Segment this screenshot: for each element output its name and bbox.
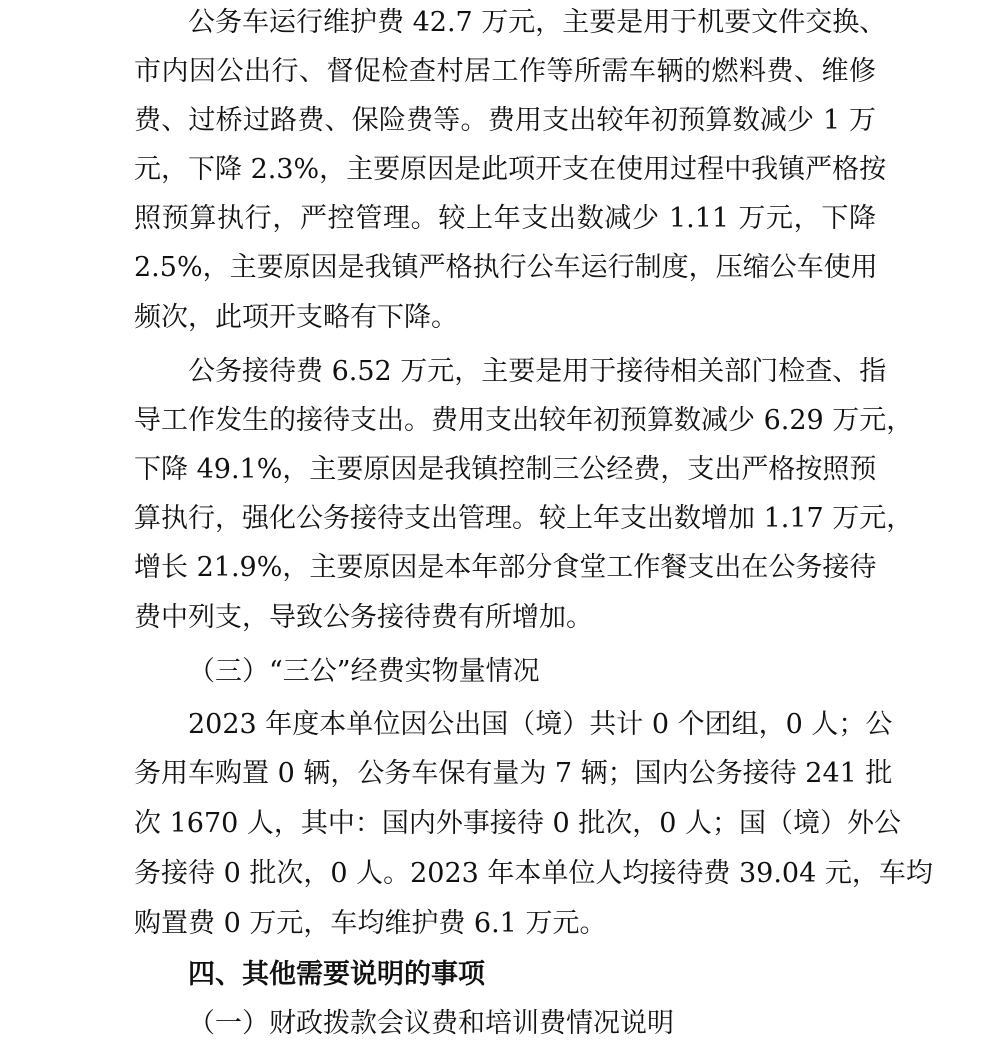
paragraph-2-line-5: 增长 21.9%，主要原因是本年部分食堂工作餐支出在公务接待 xyxy=(134,552,877,583)
paragraph-1-line-3: 费、过桥过路费、保险费等。费用支出较年初预算数减少 1 万 xyxy=(134,105,876,136)
paragraph-1-line-7: 频次，此项开支略有下降。 xyxy=(134,302,458,333)
paragraph-1-line-1: 公务车运行维护费 42.7 万元，主要是用于机要文件交换、 xyxy=(188,7,887,38)
paragraph-3-line-2: 务用车购置 0 辆，公务车保有量为 7 辆；国内公务接待 241 批 xyxy=(134,758,893,789)
paragraph-2-line-1: 公务接待费 6.52 万元，主要是用于接待相关部门检查、指 xyxy=(188,356,887,387)
paragraph-2-line-4: 算执行，强化公务接待支出管理。较上年支出数增加 1.17 万元， xyxy=(134,503,914,534)
subheading-three-public-expenses-quantity: （三）“三公”经费实物量情况 xyxy=(188,656,540,687)
paragraph-2-line-2: 导工作发生的接待支出。费用支出较年初预算数减少 6.29 万元， xyxy=(134,405,914,436)
paragraph-1-line-2: 市内因公出行、督促检查村居工作等所需车辆的燃料费、维修 xyxy=(134,56,876,87)
paragraph-3-line-5: 购置费 0 万元，车均维护费 6.1 万元。 xyxy=(134,908,607,939)
subheading-4-1-meeting-training-fees: （一）财政拨款会议费和培训费情况说明 xyxy=(188,1008,674,1039)
paragraph-3-line-1: 2023 年度本单位因公出国（境）共计 0 个团组，0 人；公 xyxy=(188,709,893,740)
paragraph-2-line-6: 费中列支，导致公务接待费有所增加。 xyxy=(134,602,593,633)
paragraph-1-line-4: 元，下降 2.3%，主要原因是此项开支在使用过程中我镇严格按 xyxy=(134,154,887,185)
paragraph-1-line-6: 2.5%，主要原因是我镇严格执行公车运行制度，压缩公车使用 xyxy=(134,252,878,283)
paragraph-1-line-5: 照预算执行，严控管理。较上年支出数减少 1.11 万元，下降 xyxy=(134,203,876,234)
paragraph-3-line-4: 务接待 0 批次，0 人。2023 年本单位人均接待费 39.04 元，车均 xyxy=(134,858,933,889)
paragraph-2-line-3: 下降 49.1%，主要原因是我镇控制三公经费，支出严格按照预 xyxy=(134,454,877,485)
paragraph-3-line-3: 次 1670 人，其中：国内外事接待 0 批次，0 人；国（境）外公 xyxy=(134,808,901,839)
section-4-heading: 四、其他需要说明的事项 xyxy=(188,959,485,990)
